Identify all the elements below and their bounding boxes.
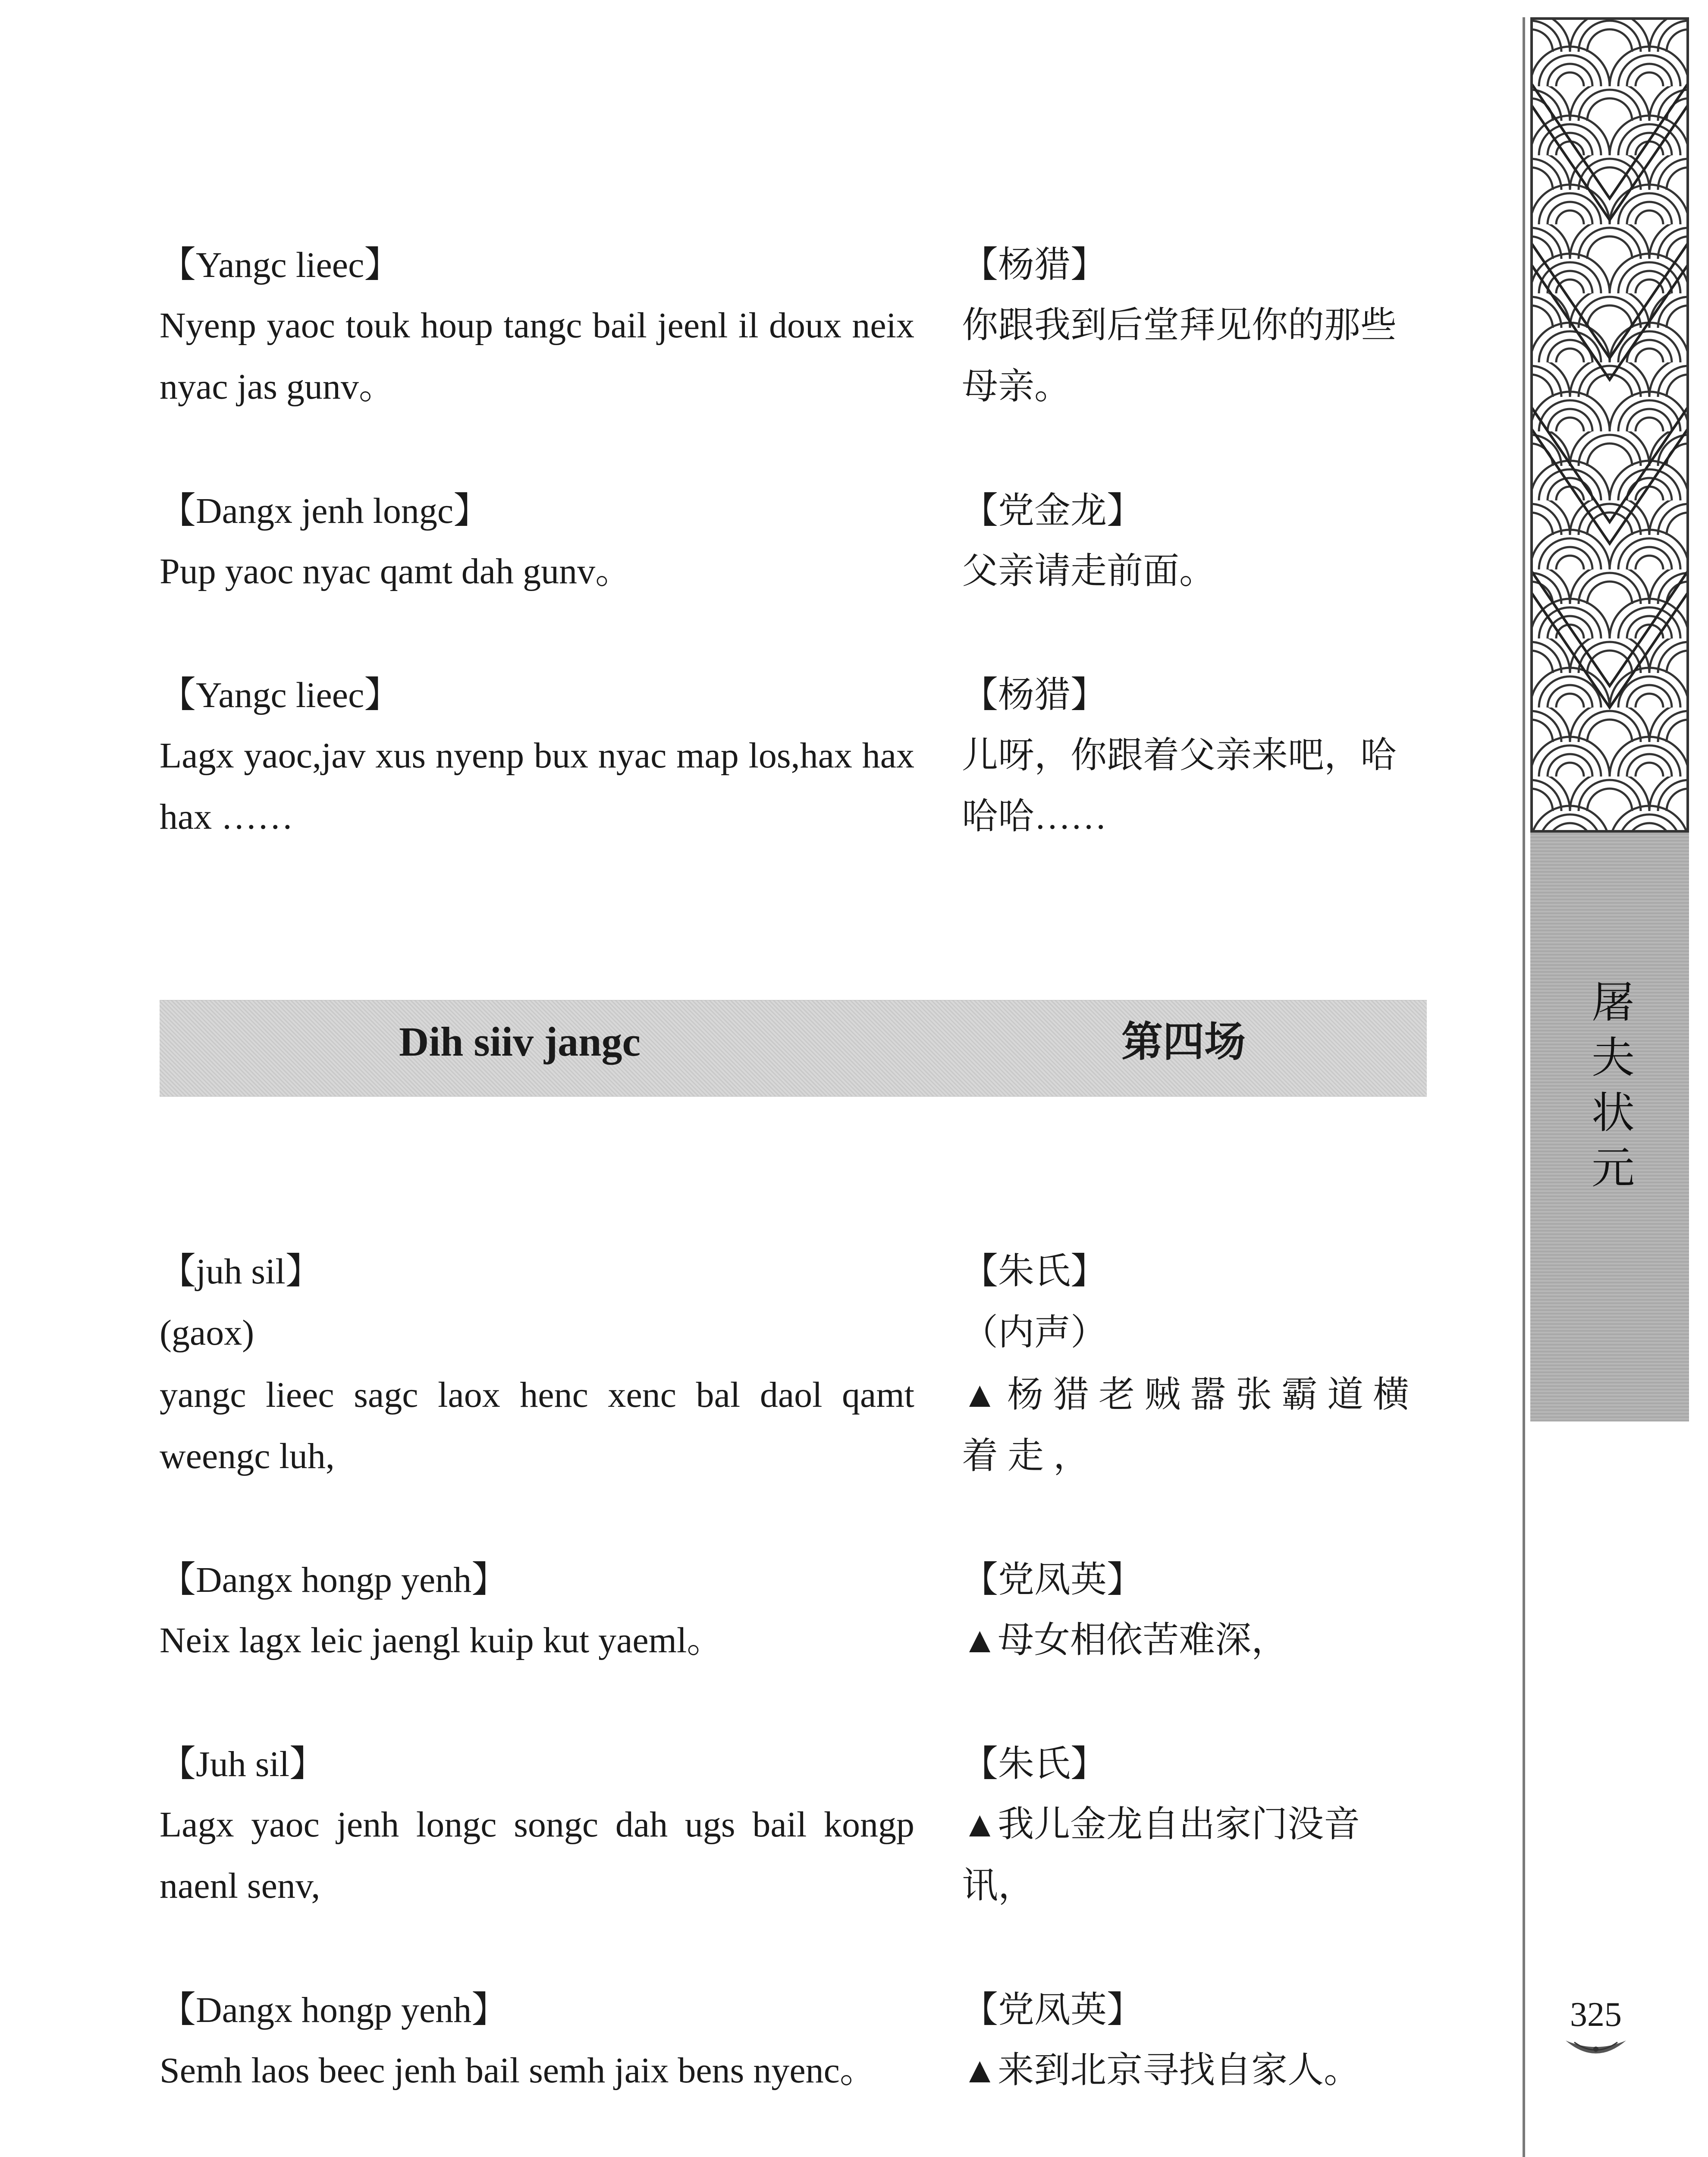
line-dong-1: Nyenp yaoc touk houp tangc bail jeenl il doux neix nyac jas gunv。 [160, 305, 914, 407]
page-number: 325 [1570, 1996, 1622, 2034]
scene-speaker-cn-3: 【朱氏】 [962, 1744, 1107, 1784]
scene-line-dong-3: Lagx yaoc jenh longc songc dah ugs bail kongp naenl senv, [160, 1805, 914, 1906]
scene-line-dong-2: Neix lagx leic jaengl kuip kut yaeml。 [160, 1620, 723, 1660]
line-cn-3: 儿呀，你跟着父亲来吧，哈哈哈…… [962, 736, 1397, 837]
speaker-dong-2: 【Dangx jenh longc】 [160, 491, 490, 531]
scene-speaker-cn-2: 【党凤英】 [962, 1560, 1143, 1600]
scene-speaker-dong-4: 【Dangx hongp yenh】 [160, 1990, 508, 2030]
section-title-cn: 第四场 [1121, 1018, 1246, 1066]
side-title: 屠夫状元 [1592, 977, 1635, 1193]
scene-line-dong-1: yangc lieec sagc laox henc xenc bal daol qamt weengc luh, [160, 1375, 914, 1476]
scene-line-cn-4: ▲来到北京寻找自家人。 [962, 2050, 1360, 2091]
cloud-pattern-ornament [1530, 17, 1689, 833]
margin-rule [1523, 17, 1525, 2157]
section-title-dong: Dih siiv jangc [399, 1019, 641, 1065]
speaker-cn-3: 【杨猎】 [962, 675, 1107, 715]
scene-speaker-cn-4: 【党凤英】 [962, 1990, 1143, 2030]
speaker-cn-2: 【党金龙】 [962, 491, 1143, 531]
page-number-ornament-icon [1561, 2036, 1630, 2062]
scene-note-cn-1: （内声） [962, 1313, 1107, 1353]
line-cn-1: 你跟我到后堂拜见你的那些母亲。 [962, 305, 1397, 407]
scene-speaker-dong-1: 【juh sil】 [160, 1251, 322, 1292]
line-dong-2: Pup yaoc nyac qamt dah gunv。 [160, 551, 632, 591]
scene-speaker-cn-1: 【朱氏】 [962, 1251, 1107, 1292]
scene-speaker-dong-2: 【Dangx hongp yenh】 [160, 1560, 508, 1600]
speaker-dong-3: 【Yangc lieec】 [160, 675, 401, 715]
scene-line-dong-4: Semh laos beec jenh bail semh jaix bens nyenc。 [160, 2050, 876, 2091]
scene-line-cn-3: ▲我儿金龙自出家门没音讯， [962, 1805, 1360, 1906]
scene-speaker-dong-3: 【Juh sil】 [160, 1744, 326, 1784]
speaker-dong-1: 【Yangc lieec】 [160, 245, 401, 285]
scene-line-cn-1: ▲杨猎老贼嚣张霸道横着走， [962, 1375, 1419, 1476]
line-cn-2: 父亲请走前面。 [962, 551, 1216, 591]
scene-line-cn-2: ▲母女相依苦难深， [962, 1620, 1288, 1660]
scene-note-dong-1: (gaox) [160, 1313, 254, 1353]
line-dong-3: Lagx yaoc,jav xus nyenp bux nyac map los,hax hax hax …… [160, 736, 914, 837]
speaker-cn-1: 【杨猎】 [962, 245, 1107, 285]
